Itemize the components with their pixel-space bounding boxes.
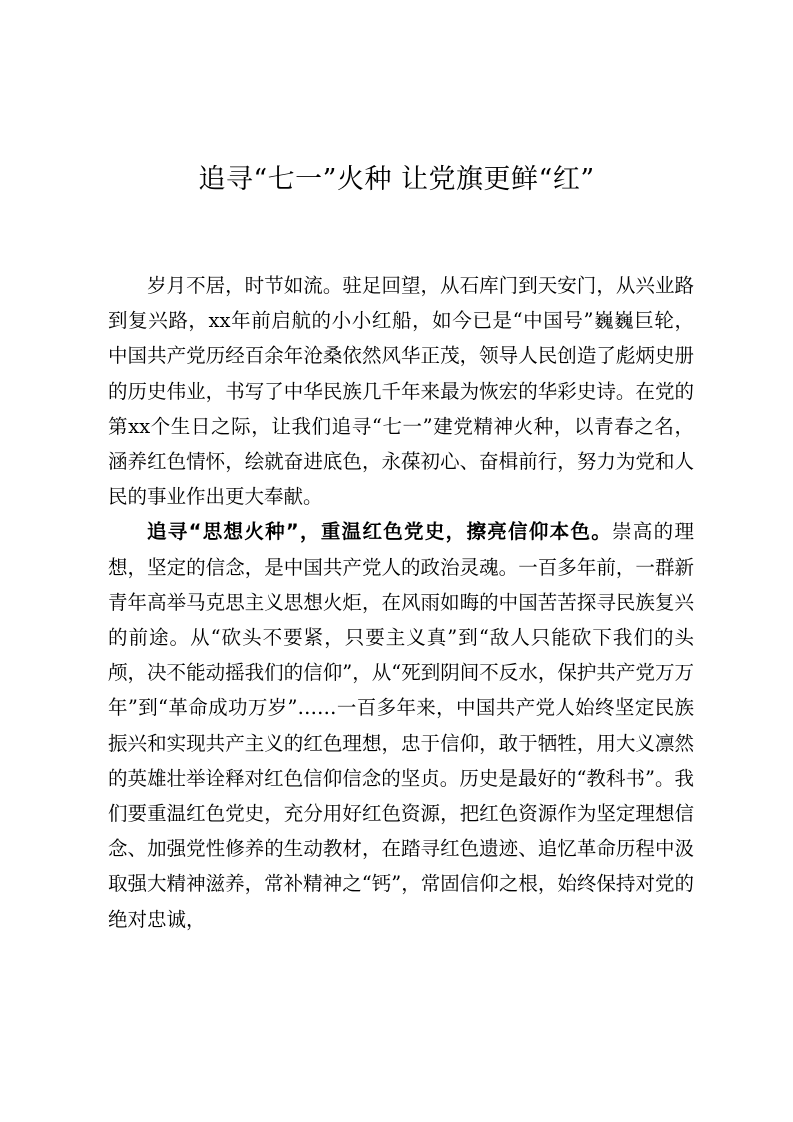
document-body: [108, 268, 694, 937]
paragraph-intro: [108, 268, 694, 514]
document-title: 追寻“七一”火种 让党旗更鲜“红”: [198, 164, 595, 195]
paragraph-lead-heading: 追寻“思想火种”，重温红色党史，擦亮信仰本色。: [147, 520, 613, 544]
paragraph-text: 岁月不居，时节如流。驻足回望，从石库门到天安门，从兴业路到复兴路，xx年前启航的小小红船，如今已是“中国号”巍巍巨轮，中国共产党历经百余年沧桑依然风华正茂，领导人民创造了彪炳史册的历史伟业，书写了中华民族几千年来最为恢宏的华彩史诗。在党的第xx个生日之际，让我们追寻“七一”建党精神火种，以青春之名，涵养红色情怀，绘就奋进底色，永葆初心、奋楫前行，努力为党和人民的事业作出更大奉献。: [108, 274, 694, 509]
paragraph-thought-fire: [108, 514, 694, 936]
paragraph-text: 崇高的理想，坚定的信念，是中国共产党人的政治灵魂。一百多年前，一群新青年高举马克思主义思想火炬，在风雨如晦的中国苦苦探寻民族复兴的前途。从“砍头不要紧，只要主义真”到“敌人只能砍下我们的头颅，决不能动摇我们的信仰”，从“死到阴间不反水，保护共产党万万年”到“革命成功万岁”……一百多年来，中国共产党人始终坚定民族振兴和实现共产主义的红色理想，忠于信仰，敢于牺牲，用大义凛然的英雄壮举诠释对红色信仰信念的坚贞。历史是最好的“教科书”。我们要重温红色党史，充分用好红色资源，把红色资源作为坚定理想信念、加强党性修养的生动教材，在踏寻红色遗迹、追忆革命历程中汲取强大精神滋养，常补精神之“钙”，常固信仰之根，始终保持对党的绝对忠诚，: [108, 520, 694, 931]
